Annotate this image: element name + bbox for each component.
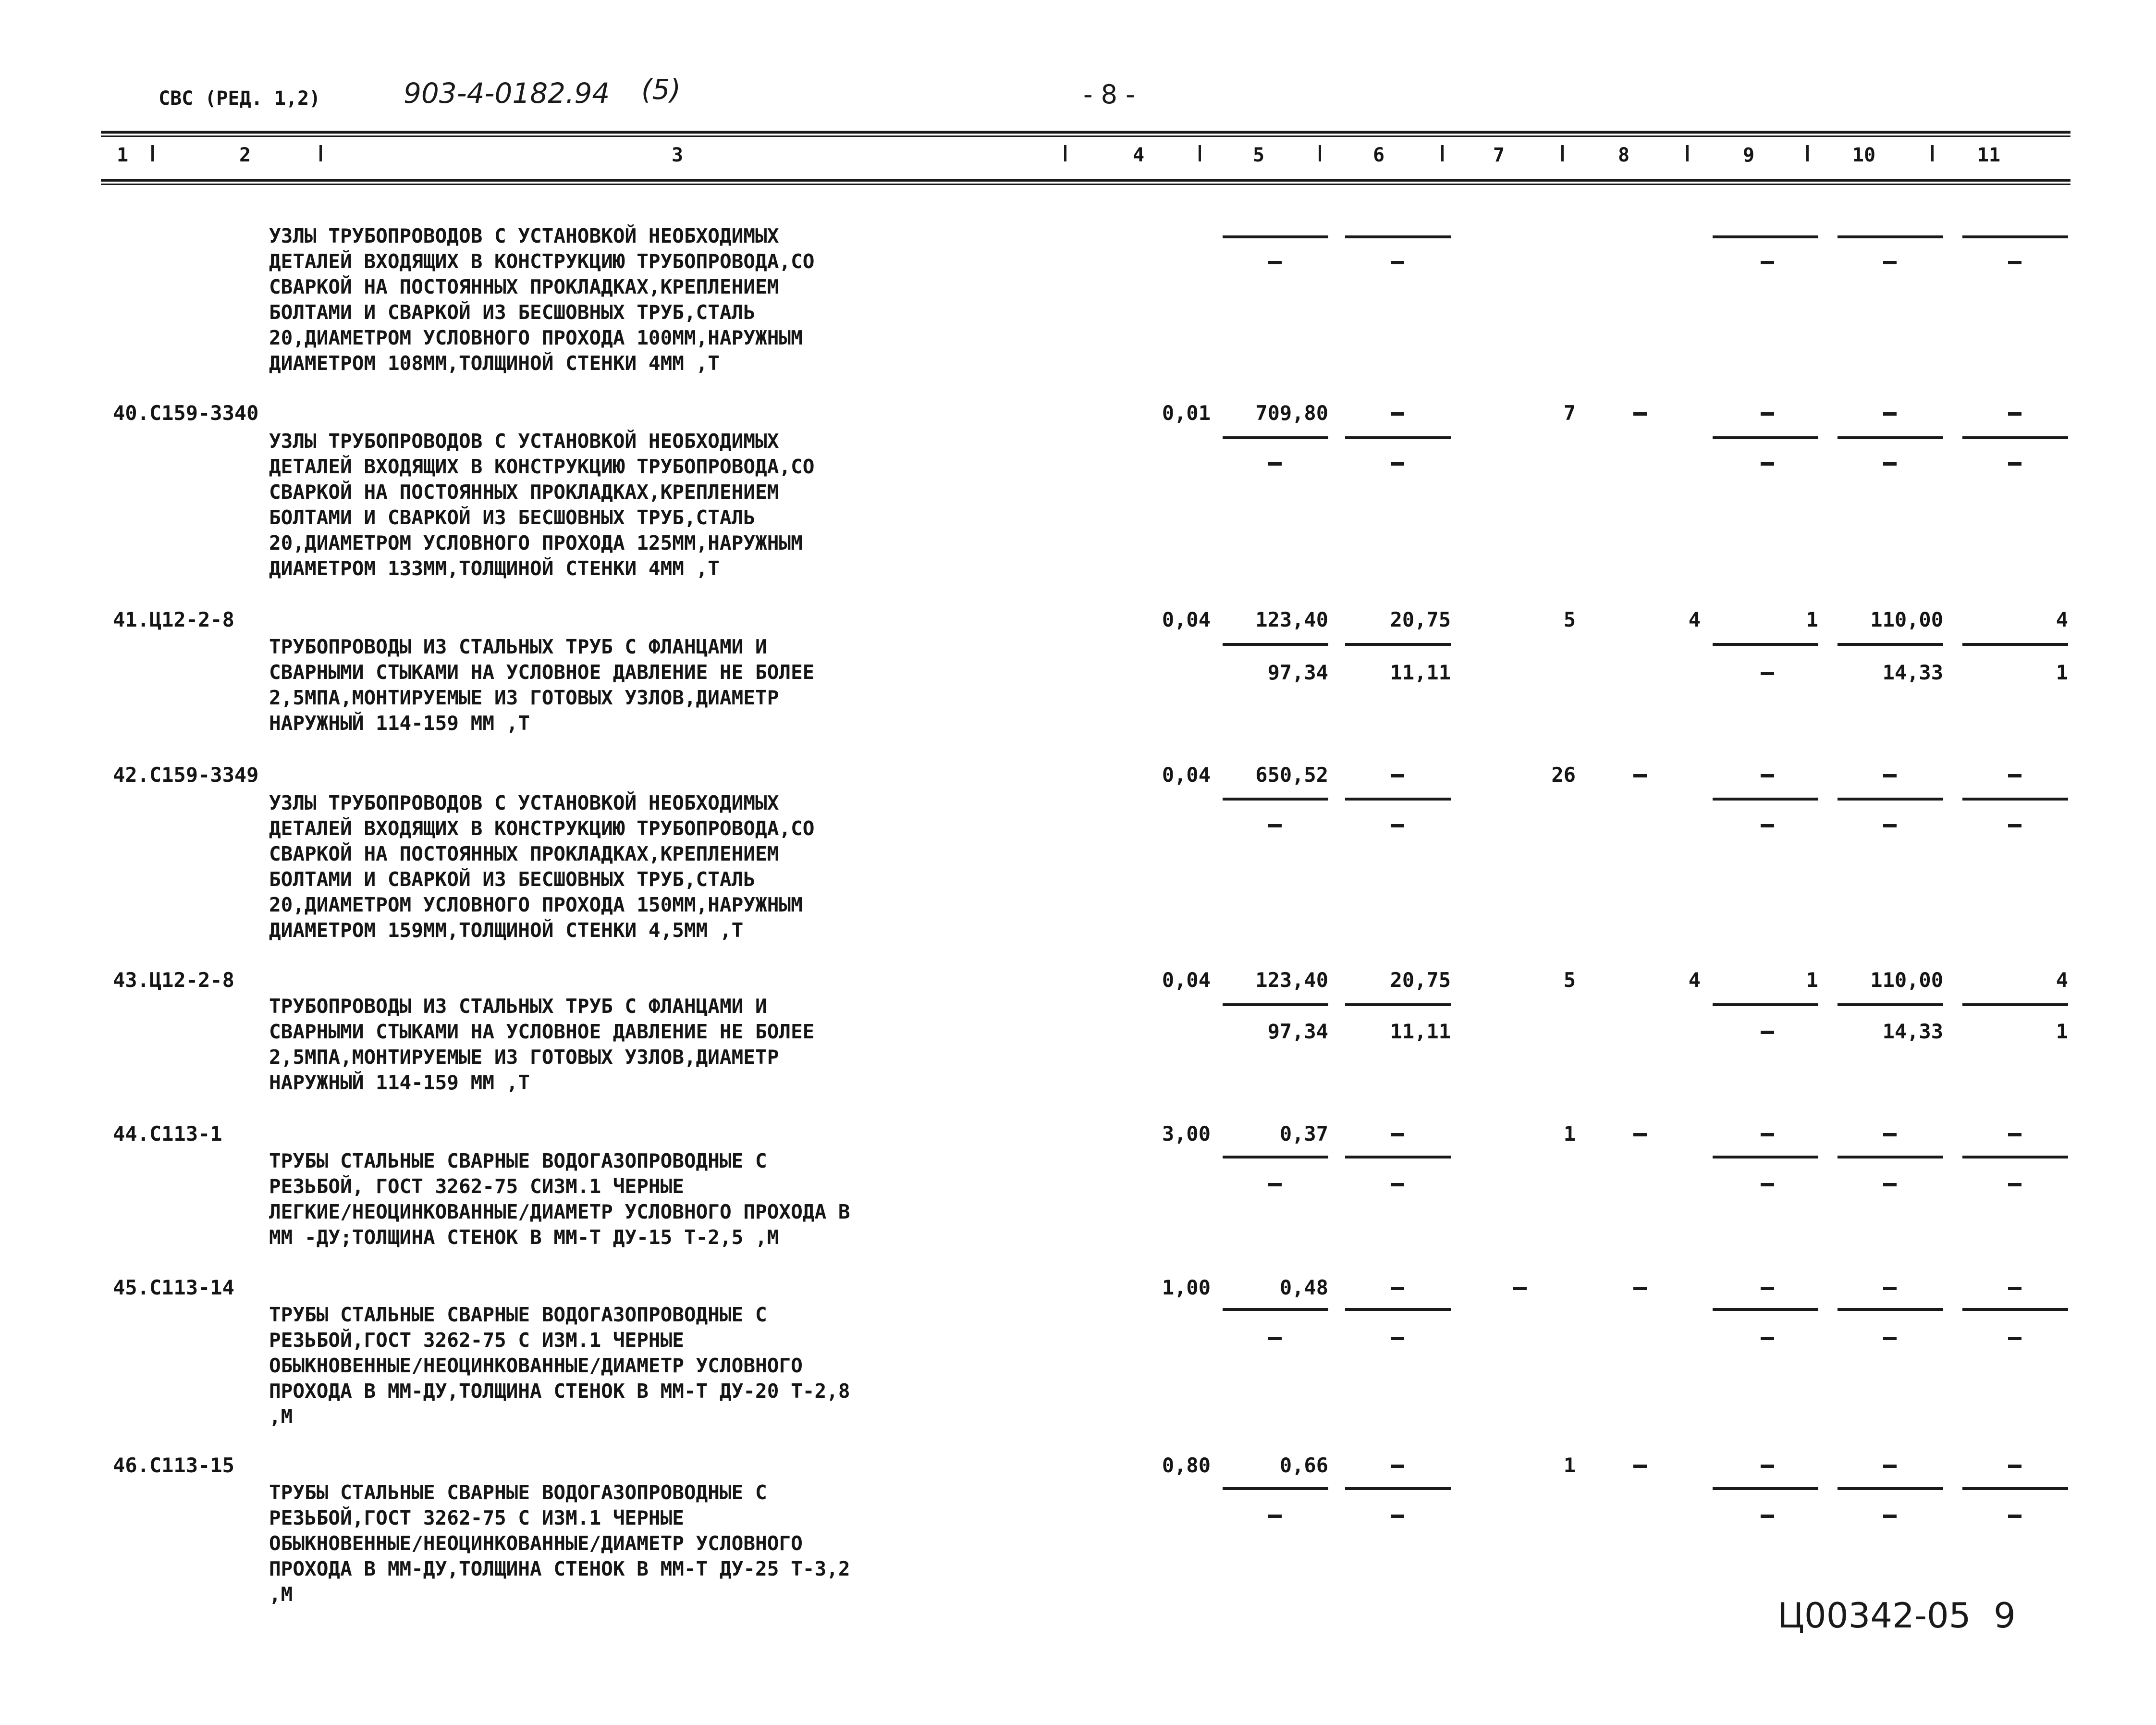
- empty-value-dash: [1761, 824, 1774, 827]
- header-doc-variant: (5): [641, 73, 681, 106]
- entry-code: 45.С113-14: [113, 1276, 234, 1299]
- entry-col11-bottom: 1: [2056, 661, 2068, 684]
- entry-col7: 26: [1551, 763, 1576, 787]
- entry-col7: 7: [1563, 401, 1576, 425]
- column-number-9: 9: [1742, 144, 1755, 166]
- empty-value-dash: [1391, 824, 1404, 827]
- empty-value-dash: [2008, 1515, 2021, 1518]
- table-top-rule-thin: [101, 136, 2070, 137]
- entry-description: УЗЛЫ ТРУБОПРОВОДОВ С УСТАНОВКОЙ НЕОБХОДИМЫХ ДЕТАЛЕЙ ВХОДЯЩИХ В КОНСТРУКЦИЮ ТРУБОПРОВОДА,СО СВАРКОЙ НА ПОСТОЯННЫХ ПРОКЛАДКАХ,КРЕПЛЕНИЕМ БОЛТАМИ И СВАРКОЙ ИЗ БЕСШОВНЫХ ТРУБ,СТАЛЬ 20,ДИАМЕТРОМ УСЛОВНОГО ПРОХОДА 150ММ,НАРУЖНЫМ ДИАМЕТРОМ 159ММ,ТОЛЩИНОЙ СТЕНКИ 4,5ММ ,Т: [269, 791, 815, 942]
- empty-value-dash: [1761, 1183, 1774, 1186]
- entry-description: УЗЛЫ ТРУБОПРОВОДОВ С УСТАНОВКОЙ НЕОБХОДИМЫХ ДЕТАЛЕЙ ВХОДЯЩИХ В КОНСТРУКЦИЮ ТРУБОПРОВОДА,СО СВАРКОЙ НА ПОСТОЯННЫХ ПРОКЛАДКАХ,КРЕПЛЕНИЕМ БОЛТАМИ И СВАРКОЙ ИЗ БЕСШОВНЫХ ТРУБ,СТАЛЬ 20,ДИАМЕТРОМ УСЛОВНОГО ПРОХОДА 100ММ,НАРУЖНЫМ ДИАМЕТРОМ 108ММ,ТОЛЩИНОЙ СТЕНКИ 4ММ ,Т: [269, 224, 815, 375]
- empty-value-dash: [1761, 1465, 1774, 1468]
- fraction-line: [1345, 798, 1451, 801]
- empty-value-dash: [1513, 1287, 1527, 1290]
- entry-description: ТРУБОПРОВОДЫ ИЗ СТАЛЬНЫХ ТРУБ С ФЛАНЦАМИ И СВАРНЫМИ СТЫКАМИ НА УСЛОВНОЕ ДАВЛЕНИЕ НЕ БОЛЕЕ 2,5МПА,МОНТИРУЕМЫЕ ИЗ ГОТОВЫХ УЗЛОВ,ДИАМЕТР НАРУЖНЫЙ 114-159 ММ ,Т: [269, 635, 815, 735]
- empty-value-dash: [1761, 261, 1774, 264]
- empty-value-dash: [1633, 1287, 1647, 1290]
- table-header-bottom-rule-thin: [101, 184, 2070, 185]
- empty-value-dash: [1391, 261, 1404, 264]
- entry-col5-top: 123,40: [1255, 608, 1328, 631]
- fraction-line: [1713, 798, 1818, 801]
- entry-code: 44.С113-1: [113, 1122, 222, 1146]
- footer-stamp: Ц00342-05: [1777, 1595, 1971, 1636]
- column-number-5: 5: [1252, 144, 1265, 166]
- empty-value-dash: [1268, 261, 1282, 264]
- fraction-line: [1962, 436, 2068, 439]
- entry-description: ТРУБЫ СТАЛЬНЫЕ СВАРНЫЕ ВОДОГАЗОПРОВОДНЫЕ С РЕЗЬБОЙ,ГОСТ 3262-75 С ИЗМ.1 ЧЕРНЫЕ ОБЫКНОВЕННЫЕ/НЕОЦИНКОВАННЫЕ/ДИАМЕТР УСЛОВНОГО ПРОХОДА В ММ-ДУ,ТОЛЩИНА СТЕНОК В ММ-Т ДУ-20 Т-2,8 ,М: [269, 1303, 850, 1428]
- fraction-line: [1223, 1003, 1328, 1006]
- column-number-8: 8: [1617, 144, 1630, 166]
- empty-value-dash: [1268, 1515, 1282, 1518]
- fraction-line: [1962, 235, 2068, 238]
- column-number-2: 2: [239, 144, 251, 166]
- fraction-line: [1713, 643, 1818, 646]
- empty-value-dash: [2008, 824, 2021, 827]
- empty-value-dash: [1391, 462, 1404, 466]
- empty-value-dash: [1883, 1515, 1897, 1518]
- entry-col5-top: 0,48: [1279, 1276, 1328, 1299]
- fraction-line: [1345, 1487, 1451, 1490]
- empty-value-dash: [1883, 1465, 1897, 1468]
- entry-quantity: 0,04: [1162, 608, 1211, 631]
- fraction-line: [1223, 1156, 1328, 1158]
- fraction-line: [1962, 1156, 2068, 1158]
- entry-col8: 4: [1688, 608, 1701, 631]
- column-number-7: 7: [1493, 144, 1505, 166]
- empty-value-dash: [1761, 774, 1774, 777]
- fraction-line: [1345, 1308, 1451, 1311]
- empty-value-dash: [1391, 1183, 1404, 1186]
- empty-value-dash: [1268, 824, 1282, 827]
- column-number-3: 3: [671, 144, 684, 166]
- column-separator: [1806, 145, 1809, 161]
- empty-value-dash: [2008, 1133, 2021, 1136]
- entry-col11-top: 4: [2056, 968, 2068, 992]
- table-top-rule: [101, 131, 2070, 134]
- fraction-line: [1223, 643, 1328, 646]
- empty-value-dash: [2008, 774, 2021, 777]
- fraction-line: [1223, 235, 1328, 238]
- fraction-line: [1838, 1308, 1943, 1311]
- column-separator: [1931, 145, 1934, 161]
- entry-col5-top: 709,80: [1255, 401, 1328, 425]
- entry-col7: 1: [1563, 1122, 1576, 1146]
- entry-code: 40.С159-3340: [113, 401, 259, 425]
- fraction-line: [1838, 643, 1943, 646]
- entry-quantity: 0,04: [1162, 968, 1211, 992]
- fraction-line: [1345, 1156, 1451, 1158]
- entry-description: ТРУБОПРОВОДЫ ИЗ СТАЛЬНЫХ ТРУБ С ФЛАНЦАМИ И СВАРНЫМИ СТЫКАМИ НА УСЛОВНОЕ ДАВЛЕНИЕ НЕ БОЛЕЕ 2,5МПА,МОНТИРУЕМЫЕ ИЗ ГОТОВЫХ УЗЛОВ,ДИАМЕТР НАРУЖНЫЙ 114-159 ММ ,Т: [269, 995, 815, 1094]
- empty-value-dash: [2008, 1287, 2021, 1290]
- column-number-11: 11: [1977, 144, 2001, 166]
- column-separator: [1319, 145, 1321, 161]
- fraction-line: [1713, 1487, 1818, 1490]
- column-separator: [1199, 145, 1201, 161]
- column-separator: [1561, 145, 1564, 161]
- fraction-line: [1345, 643, 1451, 646]
- fraction-line: [1223, 1487, 1328, 1490]
- empty-value-dash: [1633, 1133, 1647, 1136]
- entry-col6-bottom: 11,11: [1390, 661, 1451, 684]
- entry-col7: 5: [1563, 608, 1576, 631]
- empty-value-dash: [2008, 412, 2021, 416]
- empty-value-dash: [1883, 1183, 1897, 1186]
- entry-col5-top: 123,40: [1255, 968, 1328, 992]
- empty-value-dash: [1883, 1337, 1897, 1340]
- empty-value-dash: [1883, 261, 1897, 264]
- empty-value-dash: [1883, 1133, 1897, 1136]
- fraction-line: [1713, 436, 1818, 439]
- empty-value-dash: [1883, 462, 1897, 466]
- table-header-bottom-rule: [101, 179, 2070, 182]
- entry-col9-top: 1: [1806, 968, 1818, 992]
- empty-value-dash: [1391, 1337, 1404, 1340]
- column-number-6: 6: [1372, 144, 1385, 166]
- entry-col5-top: 0,37: [1279, 1122, 1328, 1146]
- empty-value-dash: [1268, 1337, 1282, 1340]
- entry-col5-bottom: 97,34: [1267, 661, 1328, 684]
- entry-col5-top: 650,52: [1255, 763, 1328, 787]
- entry-col6-top: 20,75: [1390, 608, 1451, 631]
- entry-col11-top: 4: [2056, 608, 2068, 631]
- entry-description: УЗЛЫ ТРУБОПРОВОДОВ С УСТАНОВКОЙ НЕОБХОДИМЫХ ДЕТАЛЕЙ ВХОДЯЩИХ В КОНСТРУКЦИЮ ТРУБОПРОВОДА,СО СВАРКОЙ НА ПОСТОЯННЫХ ПРОКЛАДКАХ,КРЕПЛЕНИЕМ БОЛТАМИ И СВАРКОЙ ИЗ БЕСШОВНЫХ ТРУБ,СТАЛЬ 20,ДИАМЕТРОМ УСЛОВНОГО ПРОХОДА 125ММ,НАРУЖНЫМ ДИАМЕТРОМ 133ММ,ТОЛЩИНОЙ СТЕНКИ 4ММ ,Т: [269, 430, 815, 580]
- empty-value-dash: [1391, 1515, 1404, 1518]
- fraction-line: [1345, 1003, 1451, 1006]
- empty-value-dash: [1761, 1337, 1774, 1340]
- entry-quantity: 0,04: [1162, 763, 1211, 787]
- column-separator: [151, 145, 154, 161]
- empty-value-dash: [1761, 1287, 1774, 1290]
- entry-col7: 1: [1563, 1454, 1576, 1477]
- empty-value-dash: [1268, 1183, 1282, 1186]
- column-separator: [1686, 145, 1689, 161]
- fraction-line: [1713, 235, 1818, 238]
- fraction-line: [1838, 1003, 1943, 1006]
- empty-value-dash: [1761, 1031, 1774, 1034]
- entry-quantity: 0,01: [1162, 401, 1211, 425]
- entry-code: 41.Ц12-2-8: [113, 608, 234, 631]
- entry-col5-top: 0,66: [1279, 1454, 1328, 1477]
- empty-value-dash: [1761, 1133, 1774, 1136]
- entry-code: 42.С159-3349: [113, 763, 259, 787]
- fraction-line: [1838, 235, 1943, 238]
- empty-value-dash: [1883, 824, 1897, 827]
- header-doc-code: 903-4-0182.94: [404, 77, 610, 110]
- empty-value-dash: [1391, 1465, 1404, 1468]
- empty-value-dash: [1391, 1133, 1404, 1136]
- empty-value-dash: [1761, 412, 1774, 416]
- entry-col10-bottom: 14,33: [1882, 1020, 1943, 1043]
- empty-value-dash: [2008, 462, 2021, 466]
- fraction-line: [1345, 436, 1451, 439]
- fraction-line: [1838, 436, 1943, 439]
- entry-col11-bottom: 1: [2056, 1020, 2068, 1043]
- fraction-line: [1713, 1156, 1818, 1158]
- entry-col5-bottom: 97,34: [1267, 1020, 1328, 1043]
- entry-quantity: 0,80: [1162, 1454, 1211, 1477]
- empty-value-dash: [1633, 412, 1647, 416]
- empty-value-dash: [1268, 462, 1282, 466]
- empty-value-dash: [2008, 1337, 2021, 1340]
- fraction-line: [1345, 235, 1451, 238]
- empty-value-dash: [1761, 1515, 1774, 1518]
- fraction-line: [1962, 1308, 2068, 1311]
- fraction-line: [1838, 798, 1943, 801]
- entry-description: ТРУБЫ СТАЛЬНЫЕ СВАРНЫЕ ВОДОГАЗОПРОВОДНЫЕ С РЕЗЬБОЙ, ГОСТ 3262-75 СИЗМ.1 ЧЕРНЫЕ ЛЕГКИЕ/НЕОЦИНКОВАННЫЕ/ДИАМЕТР УСЛОВНОГО ПРОХОДА В ММ -ДУ;ТОЛЩИНА СТЕНОК В ММ-Т ДУ-15 Т-2,5 ,М: [269, 1149, 850, 1249]
- fraction-line: [1223, 1308, 1328, 1311]
- footer-sheet-number: 9: [1994, 1595, 2016, 1636]
- empty-value-dash: [1391, 1287, 1404, 1290]
- entry-code: 43.Ц12-2-8: [113, 968, 234, 992]
- fraction-line: [1838, 1156, 1943, 1158]
- empty-value-dash: [1633, 774, 1647, 777]
- fraction-line: [1838, 1487, 1943, 1490]
- entry-col8: 4: [1688, 968, 1701, 992]
- empty-value-dash: [2008, 261, 2021, 264]
- column-number-4: 4: [1132, 144, 1145, 166]
- column-separator: [1064, 145, 1066, 161]
- fraction-line: [1962, 1003, 2068, 1006]
- entry-col6-top: 20,75: [1390, 968, 1451, 992]
- column-separator: [1441, 145, 1444, 161]
- fraction-line: [1223, 436, 1328, 439]
- fraction-line: [1962, 798, 2068, 801]
- empty-value-dash: [1391, 774, 1404, 777]
- header-prefix: СВС (РЕД. 1,2): [159, 87, 321, 110]
- entry-quantity: 3,00: [1162, 1122, 1211, 1146]
- entry-code: 46.С113-15: [113, 1454, 234, 1477]
- empty-value-dash: [1391, 412, 1404, 416]
- empty-value-dash: [1761, 672, 1774, 675]
- column-separator: [319, 145, 322, 161]
- empty-value-dash: [1883, 412, 1897, 416]
- empty-value-dash: [1633, 1465, 1647, 1468]
- empty-value-dash: [1761, 462, 1774, 466]
- fraction-line: [1962, 1487, 2068, 1490]
- fraction-line: [1223, 798, 1328, 801]
- entry-quantity: 1,00: [1162, 1276, 1211, 1299]
- entry-col10-top: 110,00: [1870, 608, 1943, 631]
- entry-col6-bottom: 11,11: [1390, 1020, 1451, 1043]
- page-number-marker: - 8 -: [1083, 79, 1135, 110]
- empty-value-dash: [1883, 1287, 1897, 1290]
- empty-value-dash: [2008, 1465, 2021, 1468]
- fraction-line: [1713, 1003, 1818, 1006]
- column-number-10: 10: [1852, 144, 1876, 166]
- entry-col9-top: 1: [1806, 608, 1818, 631]
- fraction-line: [1713, 1308, 1818, 1311]
- entry-description: ТРУБЫ СТАЛЬНЫЕ СВАРНЫЕ ВОДОГАЗОПРОВОДНЫЕ С РЕЗЬБОЙ,ГОСТ 3262-75 С ИЗМ.1 ЧЕРНЫЕ ОБЫКНОВЕННЫЕ/НЕОЦИНКОВАННЫЕ/ДИАМЕТР УСЛОВНОГО ПРОХОДА В ММ-ДУ,ТОЛЩИНА СТЕНОК В ММ-Т ДУ-25 Т-3,2 ,М: [269, 1481, 850, 1606]
- entry-col10-bottom: 14,33: [1882, 661, 1943, 684]
- fraction-line: [1962, 643, 2068, 646]
- entry-col7: 5: [1563, 968, 1576, 992]
- column-number-1: 1: [116, 144, 129, 166]
- empty-value-dash: [2008, 1183, 2021, 1186]
- entry-col10-top: 110,00: [1870, 968, 1943, 992]
- empty-value-dash: [1883, 774, 1897, 777]
